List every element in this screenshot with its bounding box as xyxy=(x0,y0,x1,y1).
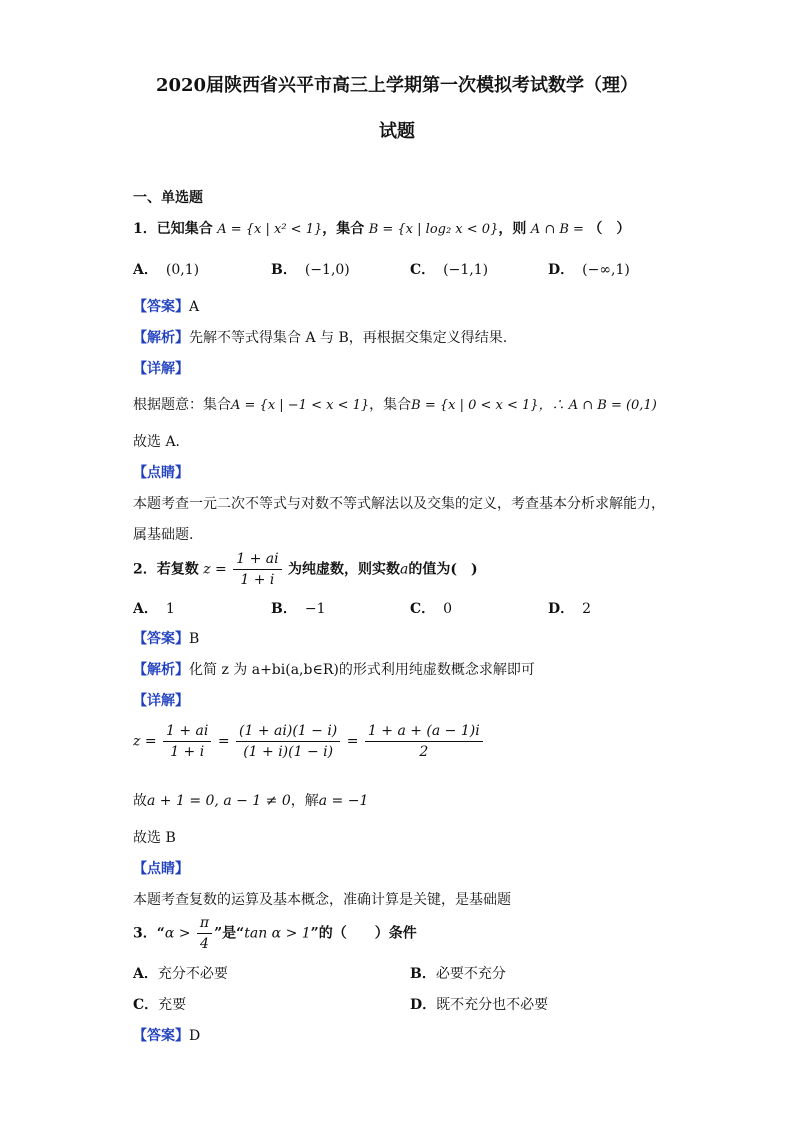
q2-option-b: B． −1 xyxy=(271,601,326,617)
q1-analysis: 【解析】先解不等式得集合 A 与 B，再根据交集定义得结果. xyxy=(133,330,508,346)
question-3-stem: 3．“α > $\frac{\pi}{4}$ ”是“tan α > 1”的（ ）条件 xyxy=(133,915,417,952)
q2-comment-tag: 【点睛】 xyxy=(133,861,189,877)
q1-detail-tag: 【详解】 xyxy=(133,361,189,377)
q3-answer: 【答案】D xyxy=(133,1028,201,1044)
question-1-stem xyxy=(133,218,630,238)
q1-text-1: 已知集合 xyxy=(156,221,213,237)
q2-fraction: $\frac{1 + ai}{1 + i}$ xyxy=(233,550,281,589)
q1-option-b: B． (−1,0) xyxy=(271,262,350,278)
document-title-line1: 2020届陕西省兴平市高三上学期第一次模拟考试数学（理） xyxy=(155,75,639,96)
q1-option-c: C． (−1,1) xyxy=(410,262,489,278)
q1-set-a: A = {x | x² < 1} xyxy=(217,222,323,237)
q2-detail-line2: 故a + 1 = 0, a − 1 ≠ 0，解a = −1 xyxy=(133,793,369,809)
q2-derivation: z = $\frac{1 + ai}{1 + i}$ = $\frac{(1 + ai)(1 - i)}{(1 + i)(1 - i)}$ = $\frac{1 + a + (a - 1)i}{2}$ xyxy=(133,722,485,761)
question-2-stem: 2．若复数 z = $\frac{1 + ai}{1 + i}$ 为纯虚数，则实数a的值为( ) xyxy=(133,551,478,588)
q1-set-b: B = {x | log₂ x < 0} xyxy=(368,222,499,237)
document-title-line2: 试题 xyxy=(379,121,415,142)
q2-option-d: D． 2 xyxy=(548,601,592,617)
q2-comment: 本题考查复数的运算及基本概念，准确计算是关键，是基础题 xyxy=(133,892,511,908)
q1-detail-line2: 故选 A． xyxy=(133,434,190,450)
q1-detail-line1: 根据题意：集合A = {x | −1 < x < 1}，集合B = {x | 0 < x < 1}，∴ A ∩ B = (0,1) xyxy=(133,397,657,413)
section-heading: 一、单选题 xyxy=(133,190,203,206)
q2-answer: 【答案】B xyxy=(133,631,200,647)
q2-detail-tag: 【详解】 xyxy=(133,693,189,709)
q1-comment-line2: 属基础题. xyxy=(133,527,194,543)
q1-text-2: ，集合 xyxy=(322,221,365,237)
q2-analysis: 【解析】化简 z 为 a+bi(a,b∈R)的形式利用纯虚数概念求解即可 xyxy=(133,662,535,678)
q2-option-a: A． 1 xyxy=(133,601,175,617)
question-number: 1． xyxy=(133,221,157,237)
q1-answer: 【答案】A xyxy=(133,299,200,315)
q2-detail-line3: 故选 B xyxy=(133,830,176,846)
q1-comment-line1: 本题考查一元二次不等式与对数不等式解法以及交集的定义，考查基本分析求解能力， xyxy=(133,496,665,512)
q1-comment-tag: 【点睛】 xyxy=(133,465,189,481)
q3-option-a: A．充分不必要 xyxy=(133,966,228,982)
q1-bracket: （ ） xyxy=(588,221,631,237)
q3-option-b: B．必要不充分 xyxy=(410,966,506,982)
q1-option-a: A． (0,1) xyxy=(133,262,200,278)
q1-option-d: D． (−∞,1) xyxy=(548,262,630,278)
q2-option-c: C． 0 xyxy=(410,601,453,617)
q3-option-c: C．充要 xyxy=(133,997,187,1013)
q1-text-3: ，则 xyxy=(498,221,527,237)
q1-expr: A ∩ B = xyxy=(530,222,584,237)
q3-option-d: D．既不充分也不必要 xyxy=(410,997,549,1013)
